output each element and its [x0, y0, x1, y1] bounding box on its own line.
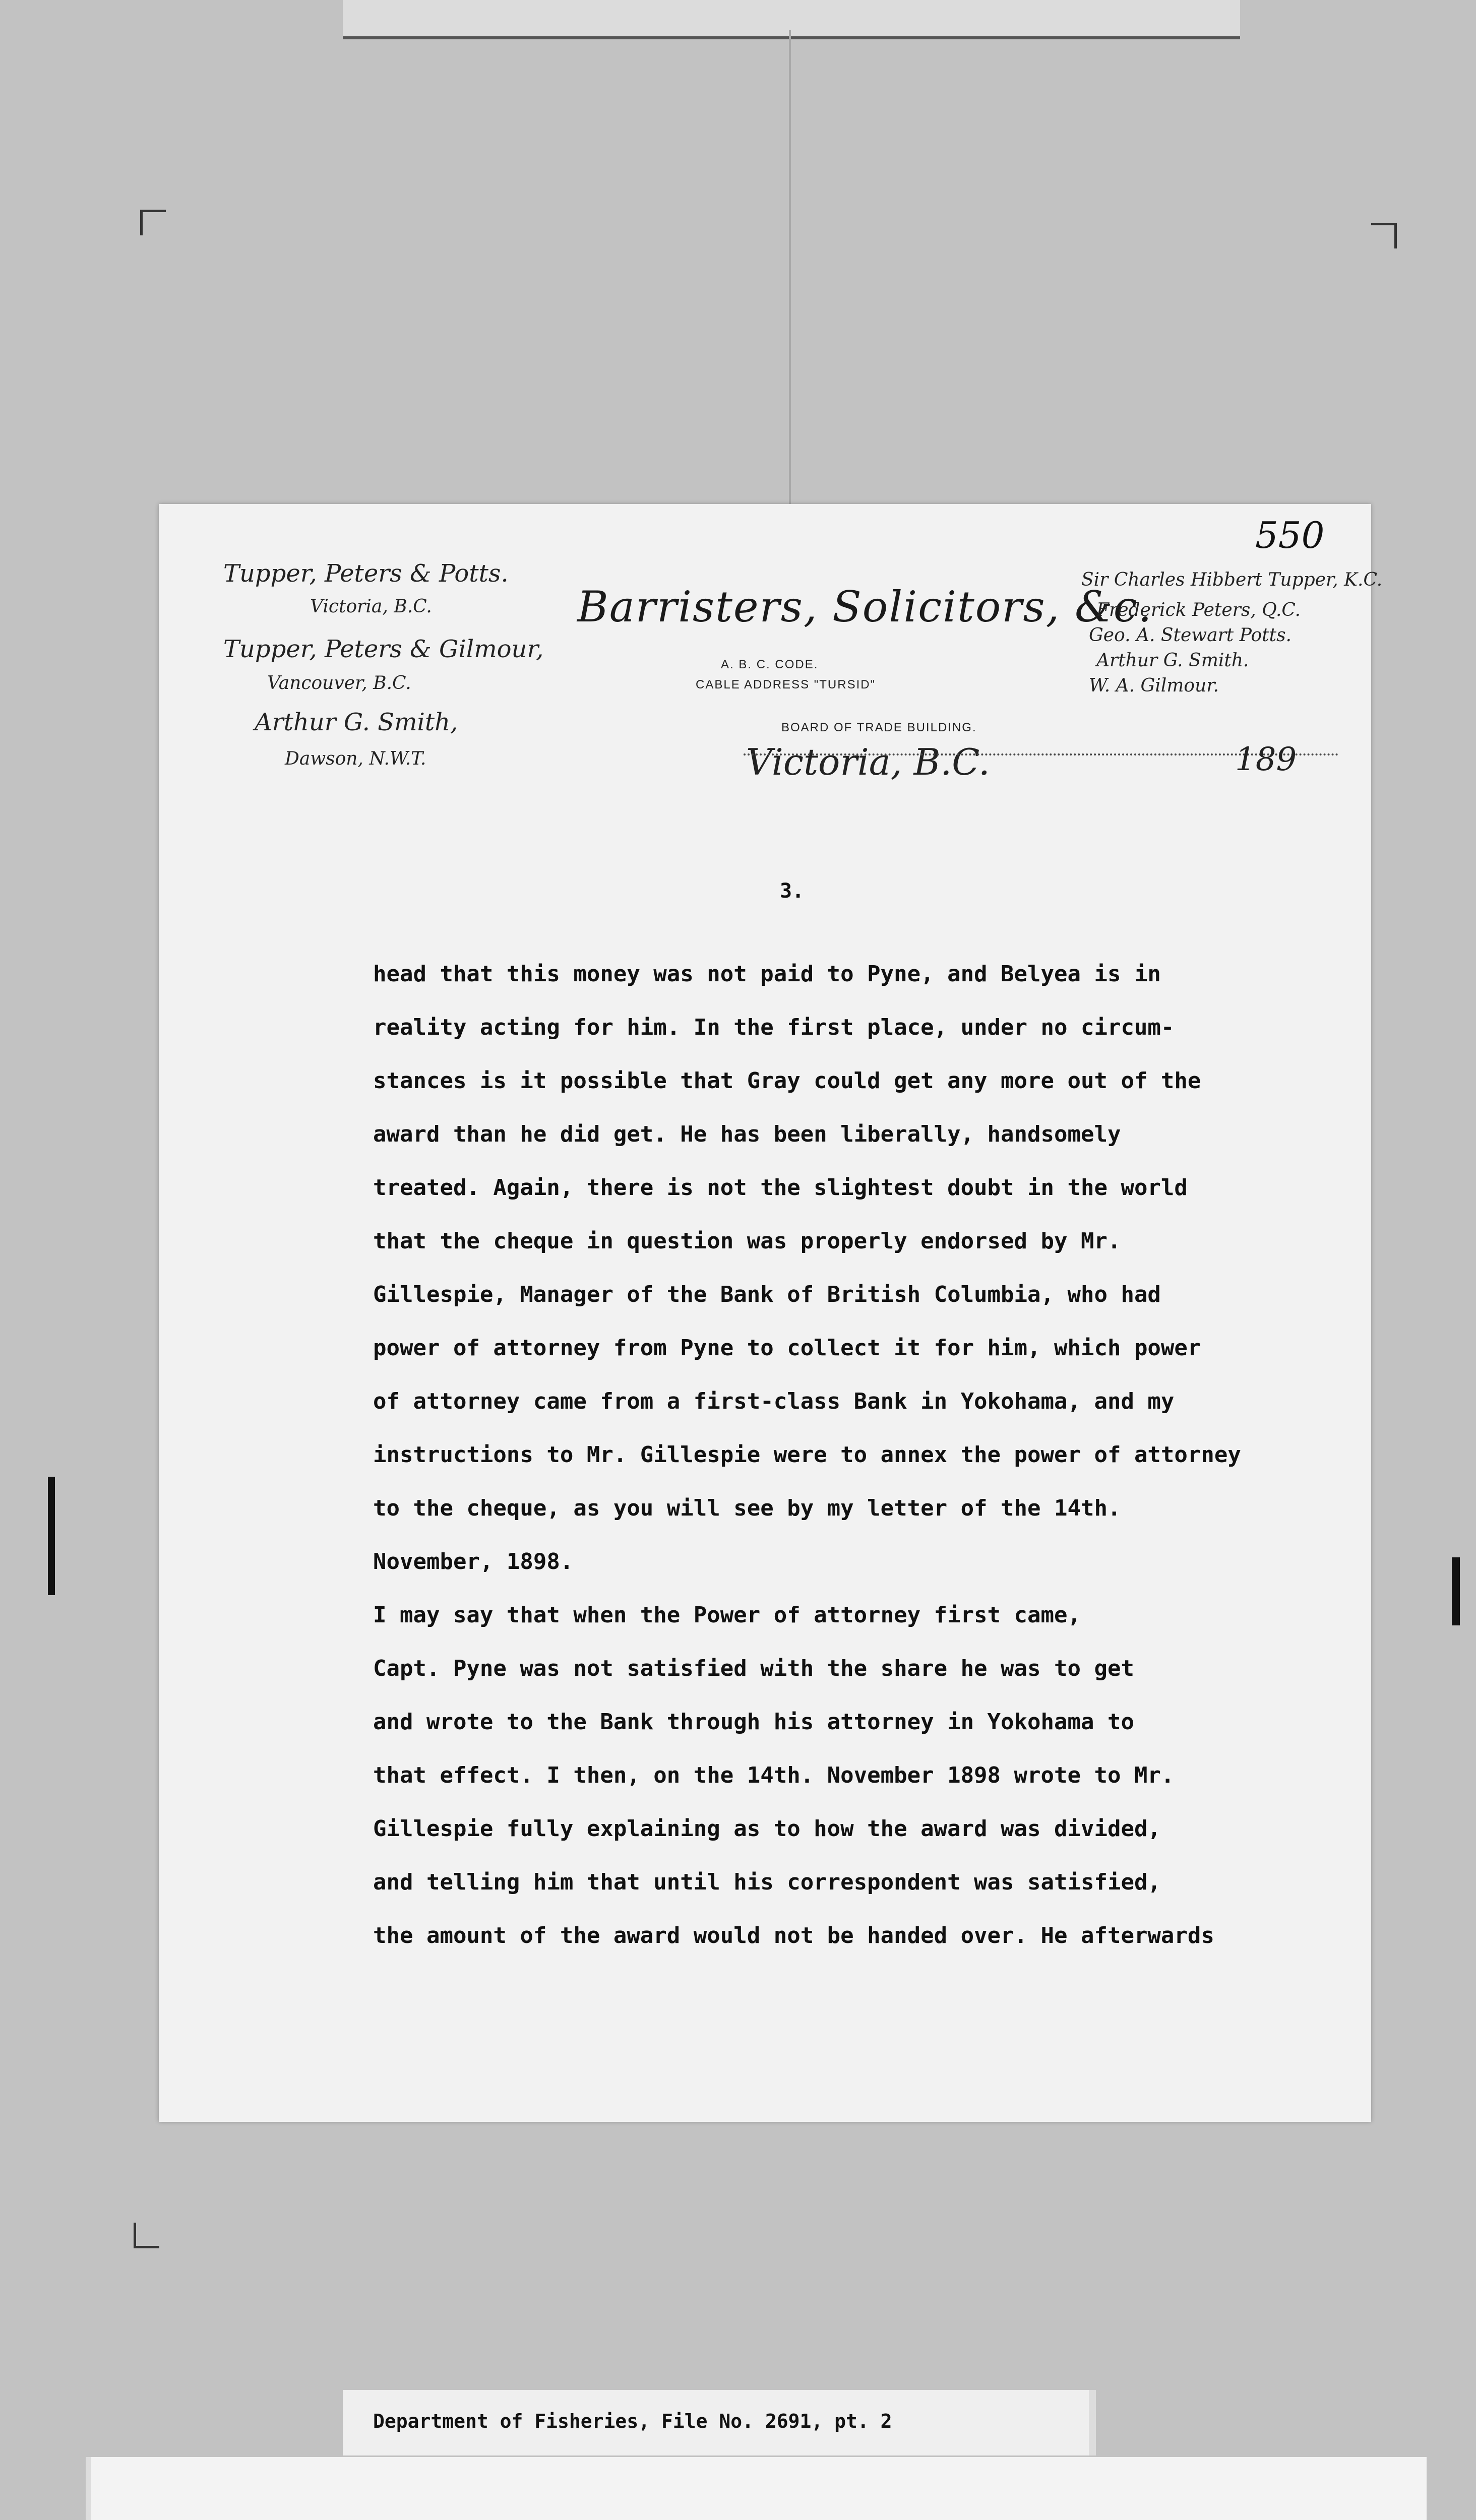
body-line: instructions to Mr. Gillespie were to annex the power of attorney: [373, 1442, 1241, 1468]
body-line: I may say that when the Power of attorney first came,: [373, 1602, 1081, 1628]
body-line: Gillespie, Manager of the Bank of British Columbia, who had: [373, 1282, 1161, 1307]
body-line: November, 1898.: [373, 1549, 574, 1574]
body-line: award than he did get. He has been liberally, handsomely: [373, 1121, 1121, 1147]
body-line: head that this money was not paid to Pyne, and Belyea is in: [373, 961, 1161, 987]
firm-name-2: Tupper, Peters & Gilmour,: [223, 635, 544, 663]
crop-mark-top-left: [140, 210, 166, 235]
letterhead-year: 189: [1235, 741, 1297, 778]
film-edge-mark-left: [48, 1477, 55, 1595]
building-name: BOARD OF TRADE BUILDING.: [781, 721, 977, 734]
film-edge-mark-right: [1452, 1557, 1460, 1625]
fold-line: [789, 30, 791, 509]
firm-place-2: Vancouver, B.C.: [267, 673, 411, 694]
abc-code: A. B. C. CODE.: [721, 658, 819, 671]
archive-stamp-card: [86, 2457, 1427, 2520]
cable-address: CABLE ADDRESS "TURSID": [696, 678, 876, 691]
letterhead-title: Barristers, Solicitors, &c.: [577, 582, 1153, 632]
letterhead-place: Victoria, B.C.: [746, 741, 990, 783]
partner-3: Geo. A. Stewart Potts.: [1089, 625, 1291, 646]
crop-mark-bottom-left: [134, 2223, 159, 2248]
firm-place-3: Dawson, N.W.T.: [285, 748, 426, 769]
body-line: and wrote to the Bank through his attorney in Yokohama to: [373, 1709, 1134, 1735]
firm-name-1: Tupper, Peters & Potts.: [223, 559, 509, 588]
partner-4: Arthur G. Smith.: [1096, 650, 1249, 671]
page-number: 3.: [780, 879, 805, 903]
file-reference-text: Department of Fisheries, File No. 2691, pt. 2: [373, 2410, 892, 2432]
body-line: the amount of the award would not be handed over. He afterwards: [373, 1923, 1214, 1948]
body-line: that the cheque in question was properly endorsed by Mr.: [373, 1228, 1121, 1254]
partner-1: Sir Charles Hibbert Tupper, K.C.: [1081, 570, 1383, 590]
body-line: of attorney came from a first-class Bank in Yokohama, and my: [373, 1389, 1175, 1414]
body-line: Capt. Pyne was not satisfied with the share he was to get: [373, 1656, 1134, 1681]
body-line: Gillespie fully explaining as to how the award was divided,: [373, 1816, 1161, 1842]
body-line: reality acting for him. In the first place, under no circum-: [373, 1015, 1175, 1040]
letter-page: [159, 504, 1383, 2122]
body-line: treated. Again, there is not the slightest doubt in the world: [373, 1175, 1188, 1201]
partner-2: Frederick Peters, Q.C.: [1096, 600, 1301, 620]
body-line: that effect. I then, on the 14th. November 1898 wrote to Mr.: [373, 1762, 1175, 1788]
crop-mark-top-right: [1371, 223, 1397, 248]
body-line: power of attorney from Pyne to collect it for him, which power: [373, 1335, 1201, 1361]
body-line: stances is it possible that Gray could get any more out of the: [373, 1068, 1201, 1094]
body-line: to the cheque, as you will see by my letter of the 14th.: [373, 1495, 1121, 1521]
body-line: and telling him that until his correspondent was satisfied,: [373, 1869, 1161, 1895]
firm-name-3: Arthur G. Smith,: [255, 708, 458, 736]
file-reference-label: [343, 2390, 1096, 2455]
pencil-page-number: 550: [1255, 514, 1325, 556]
firm-place-1: Victoria, B.C.: [310, 596, 432, 617]
top-mount-strip: [343, 0, 1240, 39]
partner-5: W. A. Gilmour.: [1089, 675, 1219, 696]
letter-body: [373, 948, 1341, 1963]
